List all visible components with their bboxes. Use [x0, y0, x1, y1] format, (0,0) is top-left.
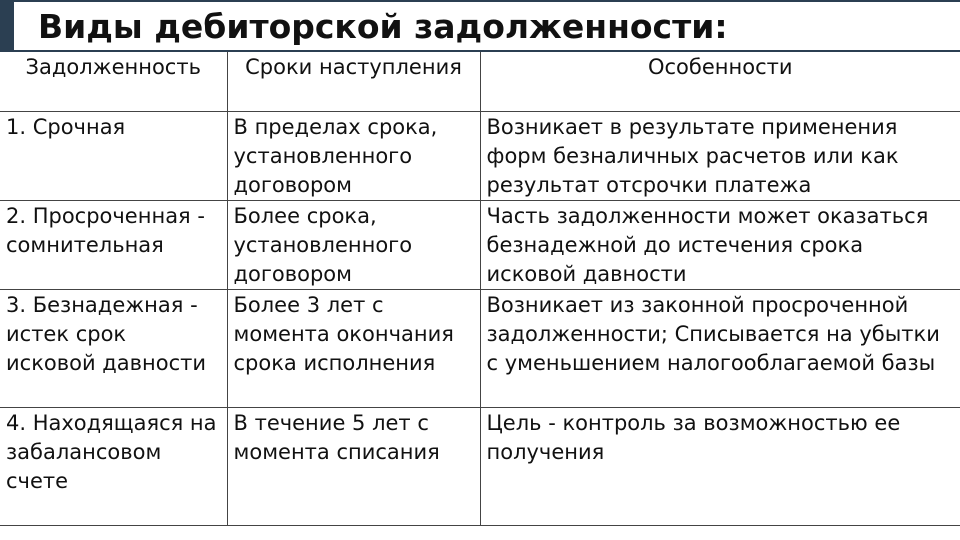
cell-features: Цель - контроль за возможностью ее получения	[480, 408, 960, 526]
cell-debt-type: 2. Просроченная - сомнительная	[0, 201, 227, 290]
table-row	[0, 201, 960, 290]
cell-due-period: В течение 5 лет с момента списания	[227, 408, 480, 526]
header-features: Особенности	[480, 52, 960, 112]
cell-features: Часть задолженности может оказаться безнадежной до истечения срока исковой давности	[480, 201, 960, 290]
table-row	[0, 112, 960, 201]
header-debt-type: Задолженность	[0, 52, 227, 112]
table-header-row	[0, 52, 960, 112]
title-accent-bar	[0, 0, 14, 52]
cell-debt-type: 1. Срочная	[0, 112, 227, 201]
title-box	[14, 0, 960, 52]
cell-features: Возникает в результате применения форм безналичных расчетов или как результат отсрочки платежа	[480, 112, 960, 201]
receivables-table	[0, 52, 960, 526]
table-row	[0, 290, 960, 408]
slide-title: Виды дебиторской задолженности:	[38, 7, 728, 46]
cell-debt-type: 4. Находящаяся на забалансовом счете	[0, 408, 227, 526]
cell-due-period: Более 3 лет с момента окончания срока исполнения	[227, 290, 480, 408]
table-row	[0, 408, 960, 526]
header-due-period: Сроки наступления	[227, 52, 480, 112]
cell-debt-type: 3. Безнадежная - истек срок исковой давности	[0, 290, 227, 408]
cell-due-period: В пределах срока, установленного договором	[227, 112, 480, 201]
cell-features: Возникает из законной просроченной задолженности; Списывается на убытки с уменьшением налогооблагаемой базы	[480, 290, 960, 408]
cell-due-period: Более срока, установленного договором	[227, 201, 480, 290]
